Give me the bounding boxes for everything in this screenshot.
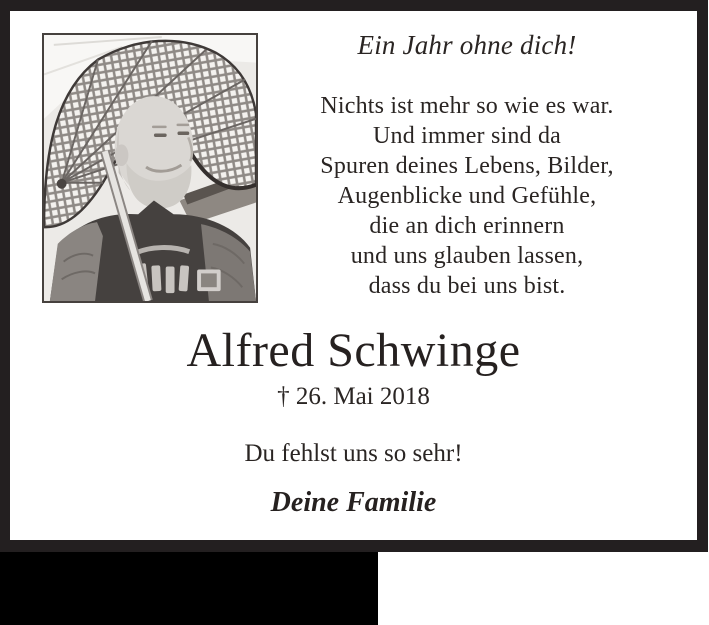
poem-line: dass du bei uns bist. — [368, 273, 566, 299]
memorial-heading: Ein Jahr ohne dich! — [357, 30, 577, 60]
poem-line: Augenblicke und Gefühle, — [337, 183, 597, 209]
memorial-card — [10, 11, 697, 540]
family-signature: Deine Familie — [270, 487, 437, 518]
death-date: † 26. Mai 2018 — [277, 383, 430, 410]
umbrella-portrait-illustration — [44, 35, 256, 301]
poem-line: die an dich erinnern — [369, 213, 565, 239]
poem-line: Nichts ist mehr so wie es war. — [320, 93, 614, 119]
memorial-poem — [258, 91, 676, 301]
poem-line: und uns glauben lassen, — [350, 243, 584, 269]
redacted-block — [0, 552, 378, 625]
closing-line: Du fehlst uns so sehr! — [244, 440, 463, 467]
portrait-photo — [42, 33, 258, 303]
poem-line: Und immer sind da — [372, 123, 562, 149]
poem-line: Spuren deines Lebens, Bilder, — [320, 153, 614, 179]
deceased-name: Alfred Schwinge — [186, 324, 521, 377]
